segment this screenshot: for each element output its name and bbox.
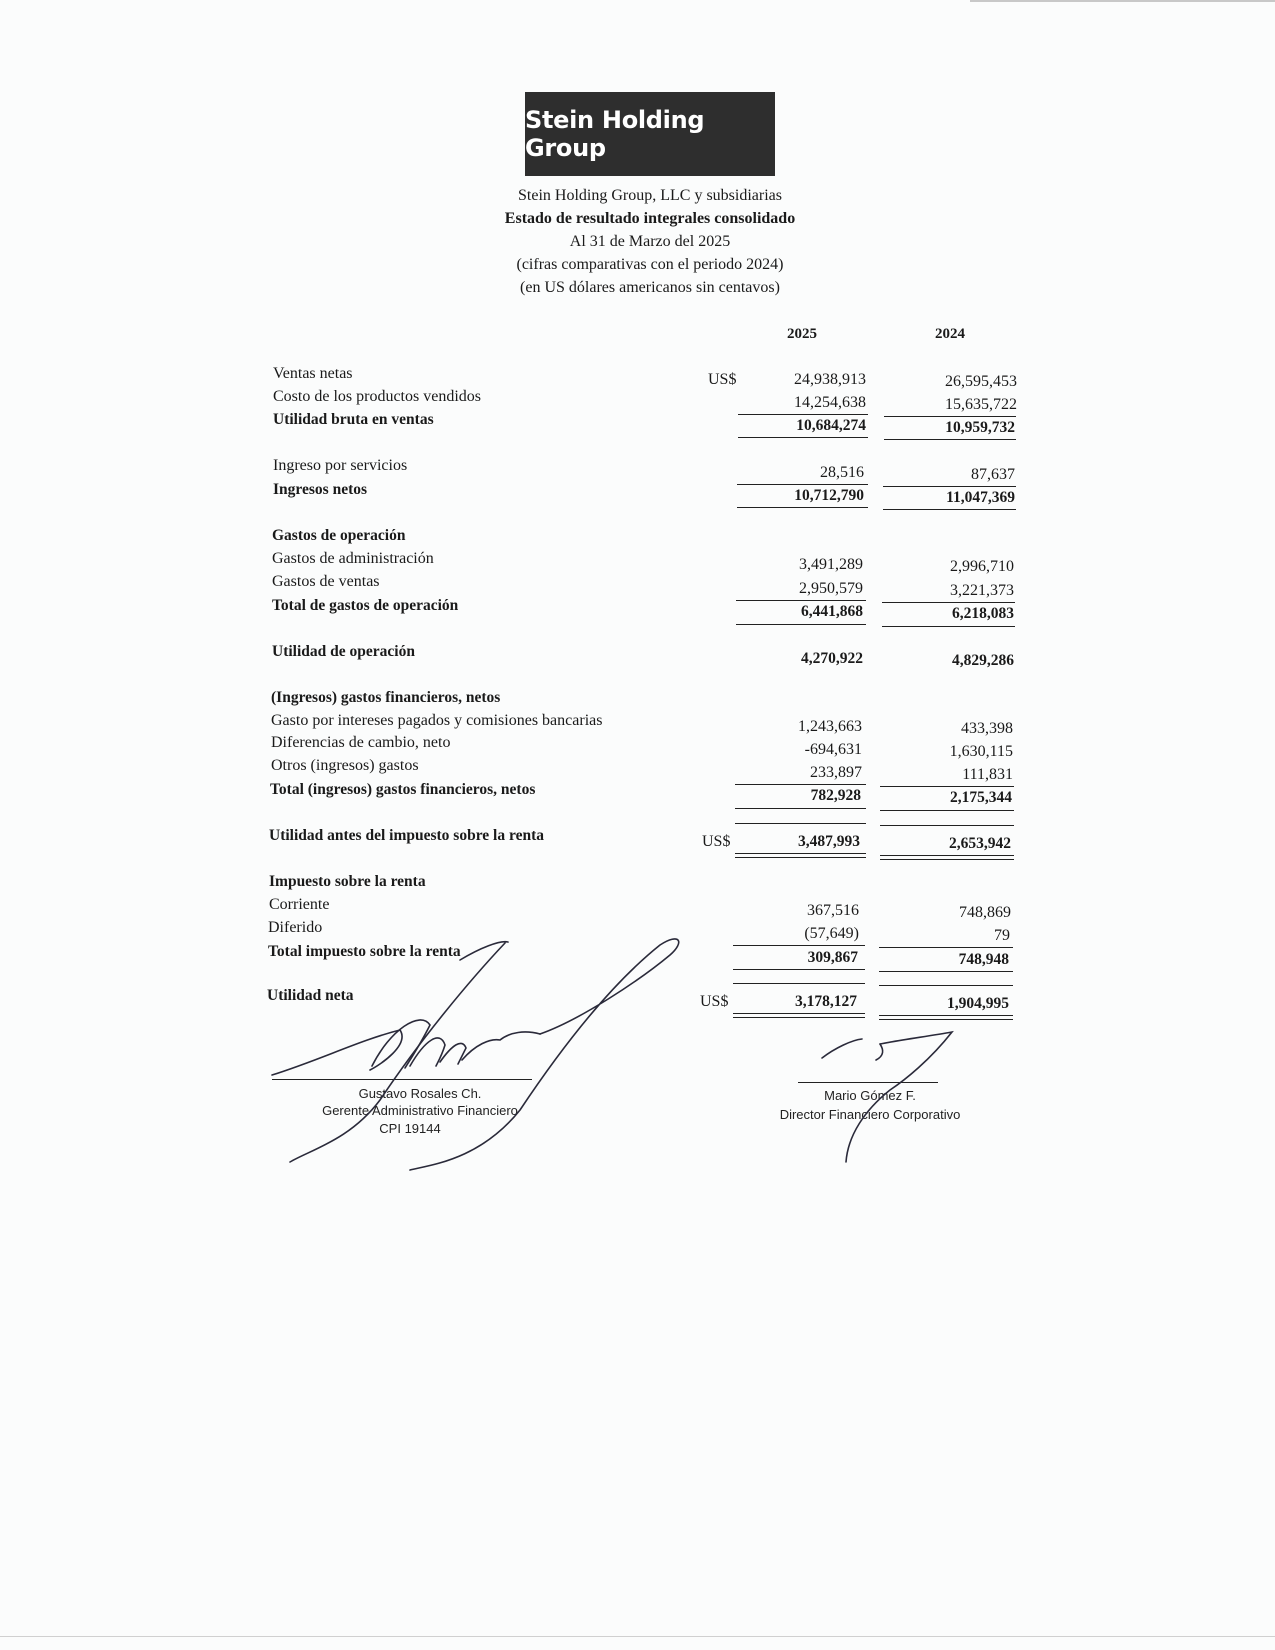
value-2024: 87,637 <box>971 466 1015 483</box>
total-rule <box>879 985 1013 986</box>
subtotal-rule <box>883 486 1016 487</box>
total-rule <box>733 969 865 970</box>
total-rule <box>884 439 1016 440</box>
double-rule <box>735 857 866 858</box>
total-rule <box>738 437 868 438</box>
row-label: Gastos de administración <box>272 550 434 567</box>
section-header: Impuesto sobre la renta <box>269 873 426 890</box>
row-label: Utilidad bruta en ventas <box>273 411 434 428</box>
value-2025: 6,441,868 <box>801 603 863 620</box>
row-label: Total impuesto sobre la renta <box>268 943 461 960</box>
total-rule <box>736 624 866 625</box>
subtotal-rule <box>884 416 1016 417</box>
subtotal-rule <box>737 484 868 485</box>
value-2025: 14,254,638 <box>794 394 866 411</box>
row-label: Ingresos netos <box>273 481 368 498</box>
row-label: Diferencias de cambio, neto <box>271 734 451 751</box>
row-label: Costo de los productos vendidos <box>273 388 481 405</box>
company-name: Stein Holding Group, LLC y subsidiarias <box>518 187 782 204</box>
subtotal-rule <box>882 602 1015 603</box>
double-rule <box>735 853 866 854</box>
value-2024: 26,595,453 <box>945 373 1017 390</box>
signatory-name-right: Mario Gómez F. <box>824 1088 916 1103</box>
value-2025: 10,684,274 <box>796 417 866 434</box>
currency-symbol: US$ <box>708 371 737 388</box>
currency-symbol: US$ <box>700 993 729 1010</box>
statement-heading <box>400 184 900 299</box>
statement-date: Al 31 de Marzo del 2025 <box>569 233 731 250</box>
value-2025: 4,270,922 <box>801 650 863 667</box>
value-2024: 111,831 <box>962 766 1013 783</box>
value-2025: 1,243,663 <box>798 718 862 735</box>
double-rule <box>879 1019 1013 1020</box>
value-2024: 79 <box>994 927 1010 944</box>
double-rule <box>879 1015 1013 1016</box>
value-2024: 1,630,115 <box>949 743 1013 760</box>
bottom-edge-line <box>0 1636 1275 1637</box>
total-rule <box>882 626 1015 627</box>
row-label: Otros (ingresos) gastos <box>271 757 419 774</box>
row-label: Gastos de ventas <box>272 573 380 590</box>
subtotal-rule <box>879 947 1013 948</box>
value-2024: 1,904,995 <box>947 995 1009 1012</box>
value-2025: 3,487,993 <box>798 833 860 850</box>
value-2025: 367,516 <box>807 902 859 919</box>
value-2024: 748,948 <box>958 951 1009 968</box>
row-label: Total de gastos de operación <box>272 597 459 614</box>
total-rule <box>880 810 1014 811</box>
value-2024: 433,398 <box>961 720 1013 737</box>
comparative-note: (cifras comparativas con el periodo 2024) <box>516 256 784 273</box>
total-rule <box>737 507 868 508</box>
row-label: Gasto por intereses pagados y comisiones bancarias <box>271 712 603 729</box>
value-2025: 233,897 <box>810 764 862 781</box>
top-edge-line <box>970 0 1275 2</box>
row-label: Utilidad de operación <box>272 643 415 660</box>
value-2025: 24,938,913 <box>794 371 866 388</box>
value-2024: 2,996,710 <box>950 558 1014 575</box>
column-header-2025: 2025 <box>787 326 817 342</box>
signature-line-right <box>798 1082 938 1083</box>
double-rule <box>880 859 1014 860</box>
total-rule <box>735 808 866 809</box>
column-header-2024: 2024 <box>935 326 965 342</box>
value-2024: 11,047,369 <box>946 489 1015 506</box>
total-rule <box>880 825 1014 826</box>
subtotal-rule <box>733 945 865 946</box>
signatory-id-left: CPI 19144 <box>379 1121 441 1136</box>
subtotal-rule <box>736 600 866 601</box>
row-label: Utilidad antes del impuesto sobre la renta <box>269 827 544 844</box>
double-rule <box>733 1013 865 1014</box>
value-2025: (57,649) <box>804 925 859 942</box>
double-rule <box>880 855 1014 856</box>
currency-symbol: US$ <box>702 833 731 850</box>
value-2024: 3,221,373 <box>950 582 1014 599</box>
value-2024: 6,218,083 <box>952 605 1014 622</box>
value-2025: -694,631 <box>804 741 862 758</box>
company-logo: Stein Holding Group <box>525 92 775 176</box>
value-2025: 3,491,289 <box>799 556 863 573</box>
row-label: Total (ingresos) gastos financieros, netos <box>270 781 536 798</box>
total-rule <box>883 509 1016 510</box>
subtotal-rule <box>738 414 868 415</box>
currency-note: (en US dólares americanos sin centavos) <box>520 279 780 296</box>
total-rule <box>879 971 1013 972</box>
row-label: Utilidad neta <box>267 987 354 1004</box>
value-2024: 4,829,286 <box>952 652 1014 669</box>
row-label: Diferido <box>268 919 323 936</box>
value-2024: 748,869 <box>959 904 1011 921</box>
value-2025: 782,928 <box>810 787 861 804</box>
value-2025: 3,178,127 <box>795 993 857 1010</box>
value-2024: 15,635,722 <box>945 396 1017 413</box>
value-2025: 28,516 <box>820 464 864 481</box>
value-2024: 2,653,942 <box>949 835 1011 852</box>
section-header: Gastos de operación <box>272 527 406 544</box>
signatory-name-left: Gustavo Rosales Ch. <box>358 1086 482 1101</box>
statement-title: Estado de resultado integrales consolidado <box>504 210 796 227</box>
value-2025: 10,712,790 <box>794 487 864 504</box>
signature-line-left <box>272 1079 532 1080</box>
row-label: Ventas netas <box>273 365 353 382</box>
value-2025: 309,867 <box>807 949 858 966</box>
value-2024: 2,175,344 <box>950 789 1012 806</box>
subtotal-rule <box>880 786 1014 787</box>
total-rule <box>735 823 866 824</box>
subtotal-rule <box>735 784 866 785</box>
double-rule <box>733 1017 865 1018</box>
row-label: Corriente <box>269 896 330 913</box>
total-rule <box>733 983 865 984</box>
signatory-role-left: Gerente Administrativo Financiero <box>322 1103 518 1118</box>
signatory-role-right: Director Financiero Corporativo <box>779 1107 961 1122</box>
section-header: (Ingresos) gastos financieros, netos <box>271 689 501 706</box>
value-2025: 2,950,579 <box>799 580 863 597</box>
row-label: Ingreso por servicios <box>273 457 408 474</box>
value-2024: 10,959,732 <box>945 419 1015 436</box>
